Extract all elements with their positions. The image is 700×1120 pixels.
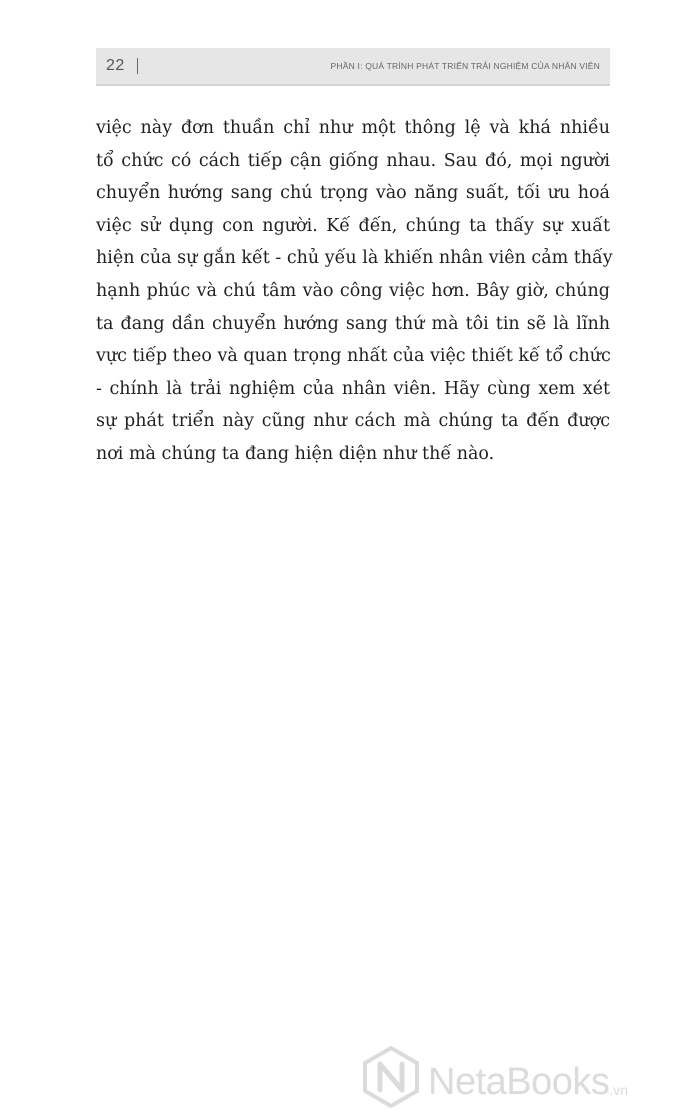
- text-line: vực tiếp theo và quan trọng nhất của việc thiết kế tổ chức: [96, 346, 611, 367]
- text-line: việc sử dụng con người. Kế đến, chúng ta thấy sự xuất: [96, 215, 610, 236]
- text-line: hạnh phúc và chú tâm vào công việc hơn. Bây giờ, chúng: [96, 280, 610, 301]
- text-line: tổ chức có cách tiếp cận giống nhau. Sau đó, mọi người: [96, 150, 610, 171]
- text-line: nơi mà chúng ta đang hiện diện như thế nào.: [96, 443, 495, 464]
- text-line: sự phát triển này cũng như cách mà chúng ta đến được: [96, 411, 610, 432]
- header-left: [106, 57, 138, 75]
- text-line: chuyển hướng sang chú trọng vào năng suất, tối ưu hoá: [96, 183, 610, 204]
- header-separator: [137, 58, 139, 74]
- text-line: việc này đơn thuần chỉ như một thông lệ và khá nhiều: [96, 118, 610, 138]
- page-number: 22: [106, 57, 125, 74]
- running-title: PHẦN I: QUÁ TRÌNH PHÁT TRIỂN TRẢI NGHIỆM CỦA NHÂN VIÊN: [330, 61, 600, 71]
- page-header: [96, 48, 610, 86]
- text-line: hiện của sự gắn kết - chủ yếu là khiến nhân viên cảm thấy: [96, 248, 613, 269]
- watermark-tld: .vn: [609, 1082, 629, 1098]
- body-text: [96, 112, 613, 471]
- watermark-brand: NetaBooks: [428, 1061, 610, 1103]
- text-line: ta đang dần chuyển hướng sang thứ mà tôi tin sẽ là lĩnh: [96, 313, 610, 334]
- watermark: [360, 1046, 628, 1108]
- text-line: - chính là trải nghiệm của nhân viên. Hãy cùng xem xét: [96, 378, 610, 399]
- netabooks-logo-icon: [360, 1046, 422, 1108]
